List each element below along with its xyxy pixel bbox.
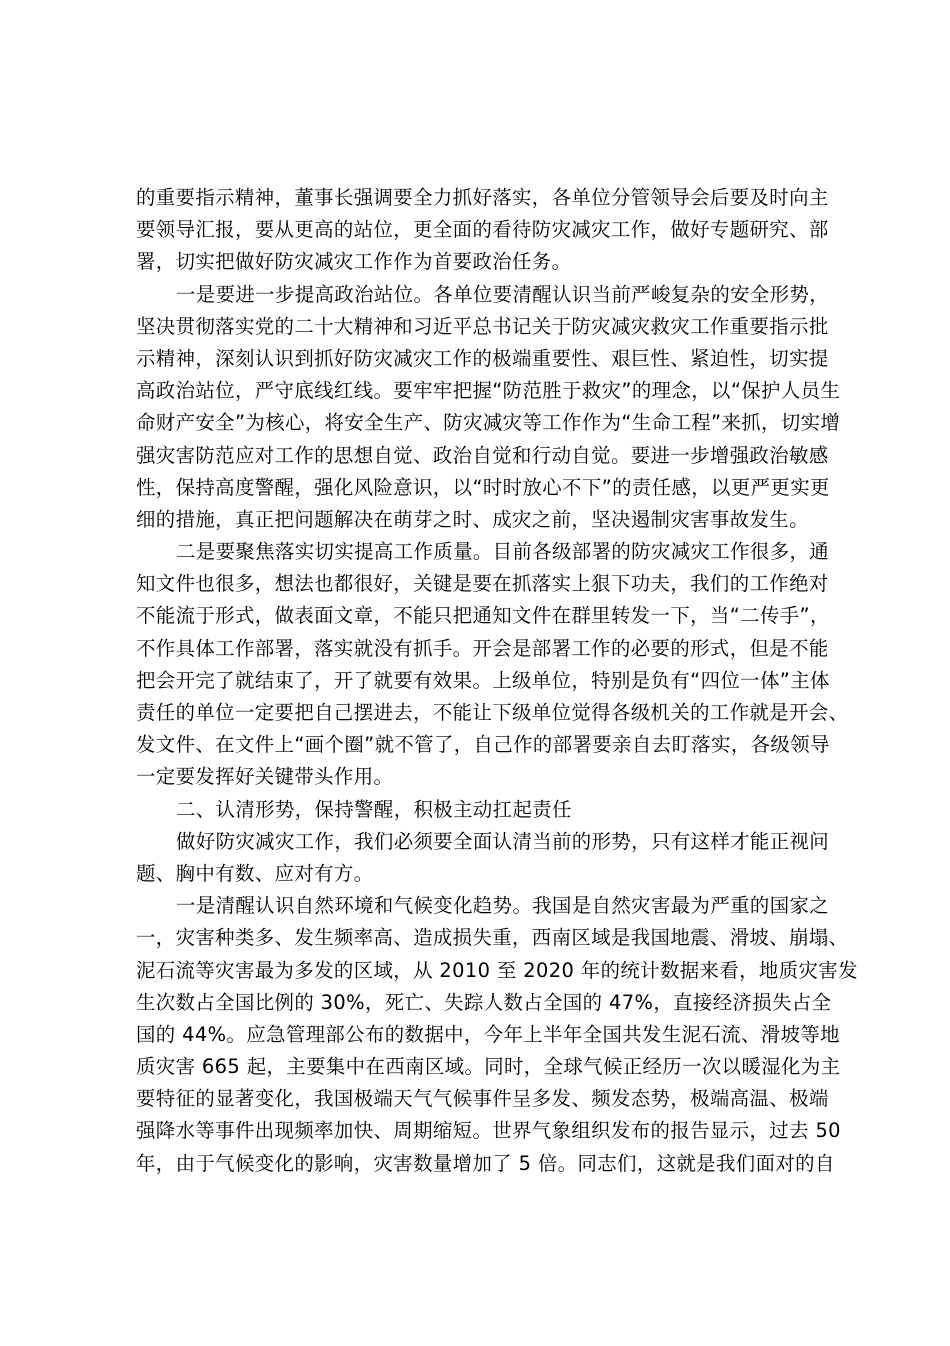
text-line: 的重要指示精神，董事长强调要全力抓好落实，各单位分管领导会后要及时向主 xyxy=(136,186,829,209)
paragraph-first-line: 一是清醒认识自然环境和气候变化趋势。我国是自然灾害最为严重的国家之 xyxy=(176,894,830,918)
text-line: 署，切实把做好防灾减灾工作作为首要政治任务。 xyxy=(136,250,572,274)
text-line: 要领导汇报，要从更高的站位，更全面的看待防灾减灾工作，做好专题研究、部 xyxy=(136,218,829,242)
text-line: 要特征的显著变化，我国极端天气气候事件呈多发、频发态势，极端高温、极端 xyxy=(136,1087,829,1111)
text-line: 不作具体工作部署，落实就没有抓手。开会是部署工作的必要的形式，但是不能 xyxy=(136,636,829,660)
text-line: 质灾害 665 起，主要集中在西南区域。同时，全球气候正经历一次以暖湿化为主 xyxy=(136,1055,841,1079)
paragraph-first-line: 一是要进一步提高政治站位。各单位要清醒认识当前严峻复杂的安全形势， xyxy=(176,282,830,306)
text-line: 责任的单位一定要把自己摆进去，不能让下级单位觉得各级机关的工作就是开会、 xyxy=(136,701,849,724)
text-line: 生次数占全国比例的 30%，死亡、失踪人数占全国的 47%，直接经济损失占全 xyxy=(136,990,832,1014)
paragraph-first-line: 做好防灾减灾工作，我们必须要全面认清当前的形势，只有这样才能正视问 xyxy=(176,829,830,853)
text-line: 国的 44%。应急管理部公布的数据中，今年上半年全国共发生泥石流、滑坡等地 xyxy=(136,1022,840,1046)
text-line: 不能流于形式，做表面文章，不能只把通知文件在群里转发一下，当“二传手”， xyxy=(136,604,830,628)
text-line: 示精神，深刻认识到抓好防灾减灾工作的极端重要性、艰巨性、紧迫性，切实提 xyxy=(136,346,829,370)
text-line: 一，灾害种类多、发生频率高、造成损失重，西南区域是我国地震、滑坡、崩塌、 xyxy=(136,926,849,950)
text-line: 发文件、在文件上“画个圈”就不管了，自己作的部署要亲自去盯落实，各级领导 xyxy=(136,733,830,757)
text-line: 高政治站位，严守底线红线。要牢牢把握“防范胜于救灾”的理念，以“保护人员生 xyxy=(136,379,841,403)
section-heading: 二、认清形势，保持警醒，积极主动扛起责任 xyxy=(176,797,572,821)
text-line: 性，保持高度警醒，强化风险意识，以“时时放心不下”的责任感，以更严更实更 xyxy=(136,475,830,499)
text-line: 一定要发挥好关键带头作用。 xyxy=(136,765,394,789)
text-line: 强降水等事件出现频率加快、周期缩短。世界气象组织发布的报告显示，过去 50 xyxy=(136,1119,841,1143)
text-line: 泥石流等灾害最为多发的区域，从 2010 至 2020 年的统计数据来看，地质灾害发 xyxy=(136,958,858,982)
text-line: 坚决贯彻落实党的二十大精神和习近平总书记关于防灾减灾救灾工作重要指示批 xyxy=(136,314,829,338)
document-body xyxy=(136,182,858,1180)
text-line: 知文件也很多，想法也都很好，关键是要在抓落实上狠下功夫，我们的工作绝对 xyxy=(136,572,829,596)
text-line: 把会开完了就结束了，开了就要有效果。上级单位，特别是负有“四位一体”主体 xyxy=(136,668,830,692)
text-line: 强灾害防范应对工作的思想自觉、政治自觉和行动自觉。要进一步增强政治敏感 xyxy=(136,443,829,467)
text-line: 细的措施，真正把问题解决在萌芽之时、成灾之前，坚决遏制灾害事故发生。 xyxy=(136,507,809,531)
text-line: 题、胸中有数、应对有方。 xyxy=(136,861,374,885)
text-line: 年，由于气候变化的影响，灾害数量增加了 5 倍。同志们，这就是我们面对的自 xyxy=(136,1151,835,1175)
text-line: 命财产安全”为核心，将安全生产、防灾减灾等工作作为“生命工程”来抓，切实增 xyxy=(136,411,841,435)
paragraph-first-line: 二是要聚焦落实切实提高工作质量。目前各级部署的防灾减灾工作很多，通 xyxy=(176,540,830,564)
